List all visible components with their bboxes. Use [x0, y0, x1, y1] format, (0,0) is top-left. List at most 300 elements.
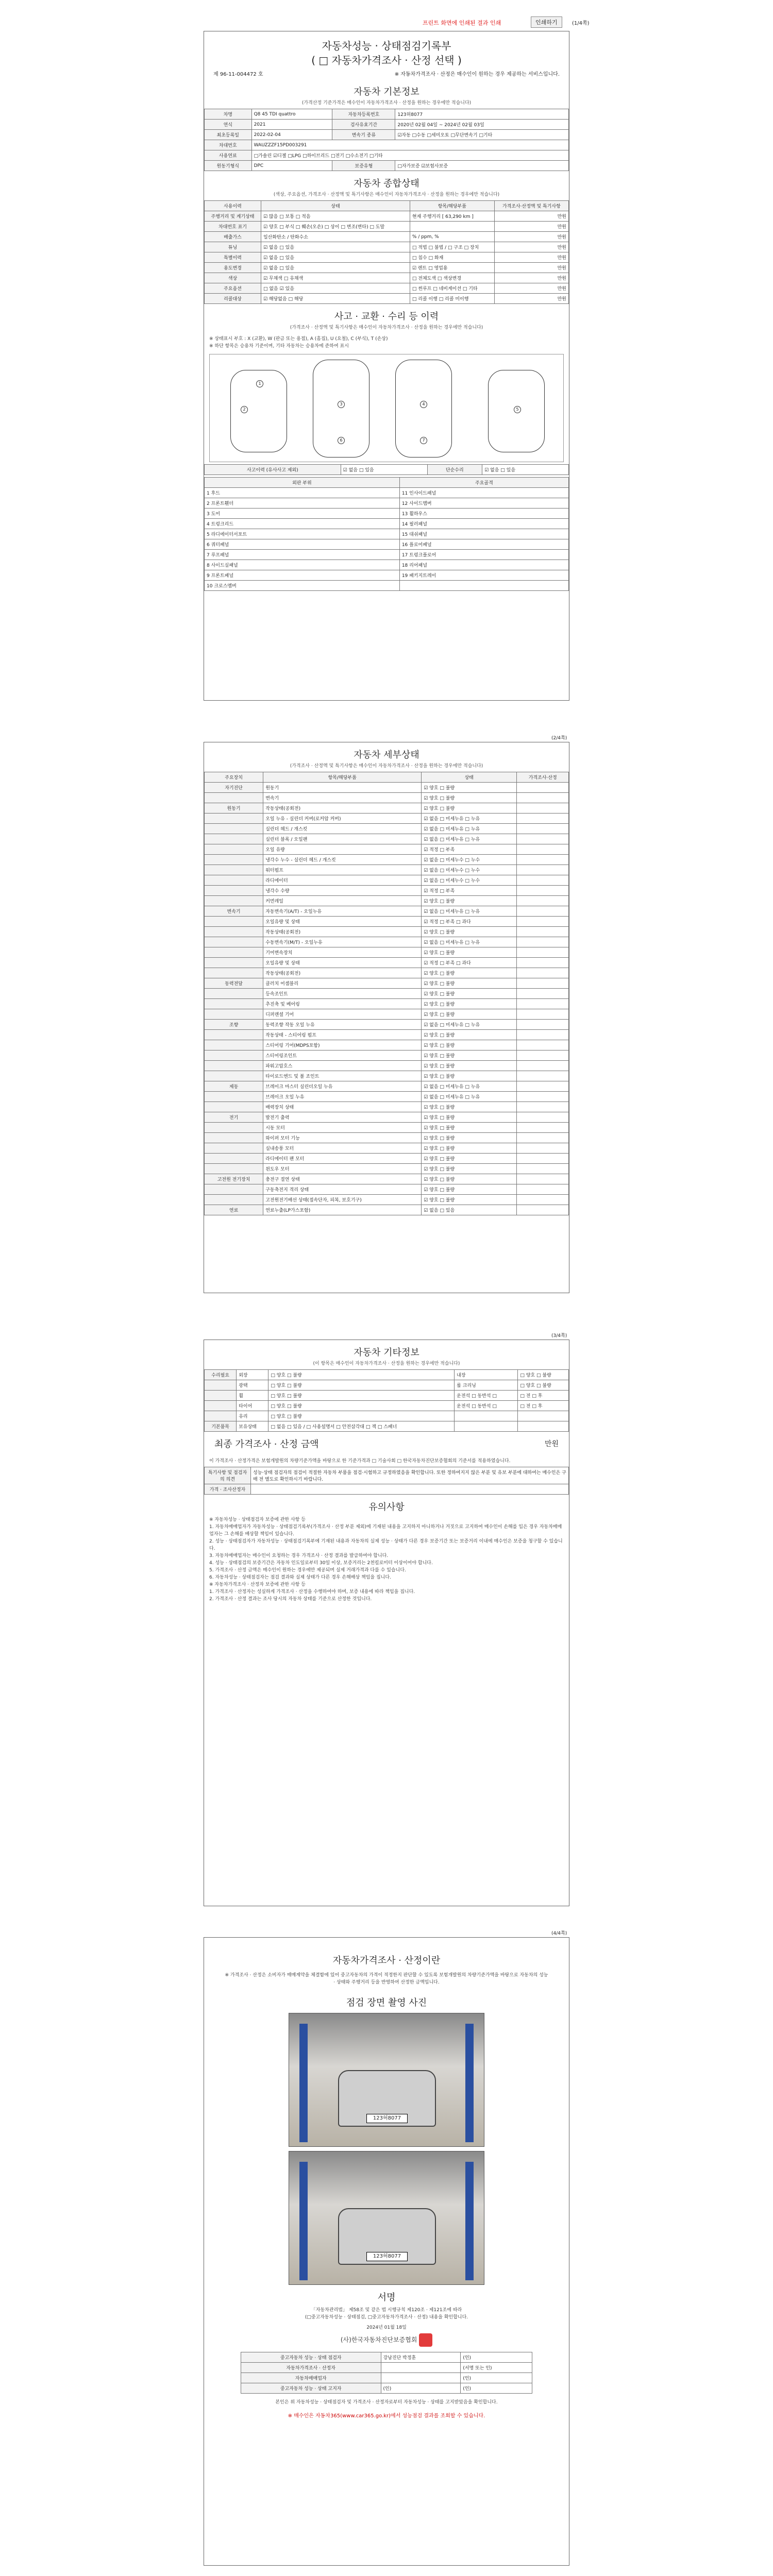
- state-row: [205, 273, 569, 283]
- sign-date: 2024년 01월 18일: [366, 2325, 407, 2330]
- state-cell: 일산화탄소 / 탄화수소: [261, 232, 410, 242]
- detail-price: [517, 865, 569, 875]
- frame-row: [205, 519, 569, 529]
- price-explain-title: 자동차가격조사 · 산정이란: [332, 1955, 441, 1966]
- detail-item: 실린더 블록 / 오일팬: [263, 834, 422, 844]
- detail-group: [205, 1184, 263, 1195]
- state-header: [205, 201, 569, 211]
- state-cell: 용도변경: [205, 263, 261, 273]
- other-cell: 운전석 □ 동반석 □: [455, 1401, 518, 1411]
- other-row: [205, 1421, 569, 1432]
- detail-price: [517, 886, 569, 896]
- detail-item: 원동기: [263, 783, 422, 793]
- detail-group: [205, 1164, 263, 1174]
- detail-row: [205, 1205, 569, 1215]
- frame-item: 16 플로어패널: [399, 539, 568, 550]
- detail-price: [517, 937, 569, 947]
- detail-group: 조향: [205, 1020, 263, 1030]
- detail-price: [517, 1020, 569, 1030]
- sign-cell: [381, 2373, 461, 2383]
- detail-state: ☑ 양호 □ 불량: [422, 989, 517, 999]
- basic-label: 자동차등록번호: [332, 109, 395, 120]
- other-row: [205, 1411, 569, 1421]
- detail-price: [517, 1102, 569, 1112]
- frame-row: [205, 539, 569, 550]
- doc-number: [213, 70, 263, 77]
- basic-value: ☑자동 □수동 □세미오토 □무단변속기 □기타: [395, 130, 569, 140]
- state-cell: ☑ 해당없음 □ 해당: [261, 294, 410, 304]
- detail-row: [205, 803, 569, 814]
- state-cell: 만원: [494, 294, 568, 304]
- frame-item: 5 라디에이터서포트: [205, 529, 400, 539]
- detail-item: 수동변속기(M/T) - 오일누유: [263, 937, 422, 947]
- notice-line: 3. 자동차매매업자는 매수인이 요청하는 경우 가격조사 · 산정 결과를 발급하여야 합니다.: [209, 1553, 389, 1558]
- opinion-label-2: 가격 · 조사산정자: [205, 1484, 251, 1495]
- detail-row: [205, 783, 569, 793]
- page-number: (1/4쪽): [572, 21, 590, 26]
- detail-item: 라디에이터: [263, 875, 422, 886]
- price-title: 최종 가격조사 · 산정 금액: [214, 1439, 319, 1450]
- detail-state: ☑ 없음 □ 미세누유 □ 누유: [422, 1081, 517, 1092]
- detail-row: [205, 906, 569, 917]
- part-marker: 1: [256, 380, 263, 387]
- state-row: [205, 222, 569, 232]
- state-cell: 만원: [494, 242, 568, 252]
- detail-group: [205, 917, 263, 927]
- basic-value: 123허8077: [395, 109, 569, 120]
- opinion-label: 특기사항 및 점검자의 의견: [205, 1467, 251, 1484]
- detail-state: ☑ 적정 □ 부족: [422, 886, 517, 896]
- detail-group: [205, 927, 263, 937]
- detail-group: [205, 1195, 263, 1205]
- detail-row: [205, 855, 569, 865]
- detail-row: [205, 947, 569, 958]
- plate-front: 123허8077: [366, 2114, 408, 2123]
- frame-row: [205, 550, 569, 560]
- accident-row: [205, 465, 569, 475]
- detail-price: [517, 783, 569, 793]
- notice-line: 5. 가격조사 · 산정 금액은 매수인이 원하는 경우에만 제공되며 실제 거래가격과 다를 수 있습니다.: [209, 1568, 406, 1573]
- sign-row: [241, 2363, 532, 2373]
- detail-state: ☑ 없음 □ 미세누유 □ 누유: [422, 906, 517, 917]
- detail-item: 라디에이터 팬 모터: [263, 1154, 422, 1164]
- detail-item: 등속조인트: [263, 989, 422, 999]
- accident-summary: [204, 464, 569, 475]
- detail-price: [517, 824, 569, 834]
- detail-group: 전기: [205, 1112, 263, 1123]
- other-cell: □ 양호 □ 불량: [268, 1391, 455, 1401]
- detail-state: ☑ 양호 □ 불량: [422, 1009, 517, 1020]
- detail-row: [205, 917, 569, 927]
- detail-group: [205, 1061, 263, 1071]
- detail-price: [517, 1009, 569, 1020]
- repair-value: ☑ 없음 □ 있음: [482, 465, 569, 475]
- part-marker: 3: [338, 401, 345, 408]
- basic-value: 2020년 02월 04일 ~ 2024년 02월 03일: [395, 120, 569, 130]
- state-cell: 주요옵션: [205, 283, 261, 294]
- detail-state: ☑ 양호 □ 불량: [422, 1040, 517, 1050]
- detail-price: [517, 1081, 569, 1092]
- notice-line: 4. 성능 · 상태점검의 보증기간은 자동차 인도일로부터 30일 이상, 보증거리는 2천킬로미터 이상이어야 합니다.: [209, 1561, 433, 1566]
- other-cell: 룸 크리닝: [455, 1380, 518, 1391]
- other-sub: (이 항목은 매수인이 자동차가격조사 · 산정을 원하는 경우에만 적습니다): [313, 1361, 460, 1366]
- detail-group: [205, 1143, 263, 1154]
- sign-text-1: 「자동차관리법」 제58조 및 같은 법 시행규칙 제120조 · 제121조에 따라: [311, 2308, 462, 2313]
- detail-group: 연료: [205, 1205, 263, 1215]
- detail-price: [517, 1040, 569, 1050]
- bottom-statement: 본인은 위 자동차성능 · 상태점검자 및 가격조사 · 산정자로부터 자동차성능 · 상태를 고지받았음을 확인합니다.: [275, 2400, 498, 2405]
- detail-row: [205, 937, 569, 947]
- detail-group: [205, 1050, 263, 1061]
- detail-state: ☑ 없음 □ 미세누유 □ 누유: [422, 937, 517, 947]
- detail-sub: (가격조사 · 산정액 및 특기사항은 매수인이 자동차가격조사 · 산정을 원하는 경우에만 적습니다): [290, 764, 483, 769]
- doc-title-sub: ( □ 자동차가격조사 · 산정 선택 ): [311, 54, 462, 66]
- frame-item: 17 트렁크플로어: [399, 550, 568, 560]
- inspection-photo-rear: [289, 2151, 484, 2285]
- detail-state: ☑ 적정 □ 부족: [422, 844, 517, 855]
- detail-state: ☑ 양호 □ 불량: [422, 1071, 517, 1081]
- detail-group: [205, 1154, 263, 1164]
- notice-line: 2. 가격조사 · 산정 결과는 조사 당시의 자동차 상태를 기준으로 산정한 것입니다.: [209, 1597, 372, 1602]
- other-cell: 유리: [237, 1411, 268, 1421]
- detail-group: [205, 968, 263, 978]
- detail-row: [205, 968, 569, 978]
- inspection-photo-front: [289, 2013, 484, 2147]
- other-cell: 내장: [455, 1370, 518, 1380]
- other-cell: 타이어: [237, 1401, 268, 1411]
- detail-group: 동력전달: [205, 978, 263, 989]
- state-row: [205, 232, 569, 242]
- frame-header: [205, 478, 569, 488]
- state-cell: ☑ 렌트 □ 영업용: [410, 263, 494, 273]
- page-2-label: (2/4쪽): [551, 736, 567, 741]
- detail-item: 발전기 출력: [263, 1112, 422, 1123]
- detail-group: [205, 844, 263, 855]
- basic-value: 2021: [251, 120, 332, 130]
- detail-group: [205, 793, 263, 803]
- other-table: [204, 1369, 569, 1432]
- detail-row: [205, 1020, 569, 1030]
- detail-item: 타이로드엔드 및 볼 조인트: [263, 1071, 422, 1081]
- detail-state: ☑ 양호 □ 불량: [422, 1050, 517, 1061]
- detail-state: ☑ 없음 □ 미세누유 □ 누유: [422, 1020, 517, 1030]
- frame-item: 11 인사이드패널: [399, 488, 568, 498]
- detail-item: 추진축 및 베어링: [263, 999, 422, 1009]
- detail-header-cell: 상태: [422, 772, 517, 783]
- other-cell: [205, 1401, 237, 1411]
- detail-price: [517, 1205, 569, 1215]
- frame-item: 8 사이드실패널: [205, 560, 400, 570]
- detail-row: [205, 844, 569, 855]
- detail-price: [517, 917, 569, 927]
- legend-line-2: ※ 하단 항목은 승용차 기준이며, 기타 자동차는 승용차에 준하여 표시: [209, 344, 349, 349]
- basic-value: 2022-02-04: [251, 130, 332, 140]
- other-cell: 수리필요: [205, 1370, 237, 1380]
- detail-price: [517, 1071, 569, 1081]
- accident-legend: [204, 333, 569, 352]
- state-cell: 배출가스: [205, 232, 261, 242]
- state-header-cell: 사용이력: [205, 201, 261, 211]
- accident-label: 사고이력 (유사사고 제외): [205, 465, 341, 475]
- other-row: [205, 1380, 569, 1391]
- state-cell: □ 없음 ☑ 있음: [261, 283, 410, 294]
- detail-price: [517, 1092, 569, 1102]
- basic-info-table: [204, 109, 569, 171]
- detail-state: ☑ 양호 □ 불량: [422, 1184, 517, 1195]
- detail-price: [517, 855, 569, 865]
- state-cell: □ 썬루프 □ 네비게이션 □ 기타: [410, 283, 494, 294]
- detail-row: [205, 1184, 569, 1195]
- detail-state: ☑ 없음 □ 미세누수 □ 누수: [422, 855, 517, 865]
- sign-row: [241, 2352, 532, 2363]
- state-cell: [410, 222, 494, 232]
- detail-group: [205, 1092, 263, 1102]
- state-cell: ☑ 없음 □ 있음: [261, 242, 410, 252]
- frame-item: 19 패키지트레이: [399, 570, 568, 581]
- detail-item: 기어변속장치: [263, 947, 422, 958]
- state-cell: ☑ 없음 □ 있음: [261, 263, 410, 273]
- part-marker: 4: [420, 401, 427, 408]
- detail-item: 작동상태(공회전): [263, 803, 422, 814]
- detail-state: ☑ 양호 □ 불량: [422, 783, 517, 793]
- detail-price: [517, 958, 569, 968]
- page-4-label: (4/4쪽): [551, 1931, 567, 1936]
- opinion-table: [204, 1467, 569, 1495]
- frame-row: [205, 529, 569, 539]
- frame-item: 2 프론트휀더: [205, 498, 400, 509]
- photo-title: 점검 장면 촬영 사진: [346, 1997, 427, 2008]
- other-cell: 운전석 □ 동반석 □: [455, 1391, 518, 1401]
- other-cell: 휠: [237, 1391, 268, 1401]
- print-button[interactable]: 인쇄하기: [531, 16, 562, 28]
- detail-item: 오일 유량: [263, 844, 422, 855]
- doc-number-label: 제: [213, 72, 219, 77]
- other-cell: [205, 1411, 237, 1421]
- detail-item: 작동상태 - 스티어링 펌프: [263, 1030, 422, 1040]
- frame-item: 7 루프패널: [205, 550, 400, 560]
- detail-group: [205, 886, 263, 896]
- detail-item: 실린더 헤드 / 개스킷: [263, 824, 422, 834]
- frame-header-cell: 주요골격: [399, 478, 568, 488]
- detail-price: [517, 896, 569, 906]
- detail-group: [205, 958, 263, 968]
- detail-state: ☑ 양호 □ 불량: [422, 968, 517, 978]
- state-cell: 만원: [494, 222, 568, 232]
- detail-state: ☑ 양호 □ 불량: [422, 1102, 517, 1112]
- other-cell: [205, 1391, 237, 1401]
- sign-cell: 중고자동차 성능 · 상태 점검자: [241, 2352, 381, 2363]
- detail-price: [517, 1112, 569, 1123]
- detail-group: [205, 865, 263, 875]
- other-cell: □ 없음 □ 있음 / □ 사용설명서 □ 안전삼각대 □ 잭 □ 스패너: [268, 1421, 455, 1432]
- state-cell: □ 전체도색 □ 색상변경: [410, 273, 494, 283]
- detail-row: [205, 1102, 569, 1112]
- legend-line-1: ※ 상태표시 부호 : X (교환), W (판금 또는 용접), A (흠집), U (요철), C (부식), T (손상): [209, 336, 388, 342]
- state-cell: □ 적법 □ 불법 / □ 구조 □ 장치: [410, 242, 494, 252]
- detail-row: [205, 1092, 569, 1102]
- detail-item: 시동 모터: [263, 1123, 422, 1133]
- detail-price: [517, 875, 569, 886]
- basic-value: Q8 45 TDI quattro: [251, 109, 332, 120]
- state-cell: ☑ 없음 □ 있음: [261, 252, 410, 263]
- doc-title-main: 자동차성능 · 상태점검기록부: [322, 40, 451, 52]
- basic-label: 연식: [205, 120, 252, 130]
- detail-group: [205, 999, 263, 1009]
- state-cell: 만원: [494, 263, 568, 273]
- accident-value: ☑ 없음 □ 있음: [341, 465, 427, 475]
- basic-label: 변속기 종류: [332, 130, 395, 140]
- sign-cell: 자동차매매업자: [241, 2373, 381, 2383]
- detail-row: [205, 875, 569, 886]
- detail-price: [517, 1154, 569, 1164]
- detail-state: ☑ 양호 □ 불량: [422, 1123, 517, 1133]
- detail-item: 고전원전기배선 상태(접속단자, 피복, 보호기구): [263, 1195, 422, 1205]
- other-cell: □ 양호 □ 불량: [268, 1380, 455, 1391]
- opinion-text: 성능·상태 점검자의 점검이 적절한 자동차 부품을 점검·시험하고 규정하였음을 확인합니다. 또한 정하여지지 않은 부분 및 유보 부분에 대하여는 매수인은 구매 전 별도로 확인하시기 바랍니다.: [251, 1467, 569, 1484]
- detail-row: [205, 958, 569, 968]
- frame-item: 9 프론트패널: [205, 570, 400, 581]
- detail-item: 냉각수 수량: [263, 886, 422, 896]
- detail-row: [205, 1050, 569, 1061]
- notice-title: 유의사항: [368, 1502, 405, 1513]
- detail-row: [205, 886, 569, 896]
- sign-cell: [381, 2363, 461, 2373]
- detail-group: 제동: [205, 1081, 263, 1092]
- detail-group: [205, 875, 263, 886]
- state-cell: □ 리콜 이행 □ 리콜 미이행: [410, 294, 494, 304]
- notice-body: [204, 1514, 569, 1605]
- detail-item: 배력장치 상태: [263, 1102, 422, 1112]
- detail-row: [205, 978, 569, 989]
- detail-header-cell: 주요장치: [205, 772, 263, 783]
- detail-item: 자동변속기(A/T) - 오일누유: [263, 906, 422, 917]
- state-cell: □ 침수 □ 화재: [410, 252, 494, 263]
- detail-item: 와이퍼 모터 기능: [263, 1133, 422, 1143]
- detail-price: [517, 1143, 569, 1154]
- sign-row: [241, 2383, 532, 2394]
- detail-row: [205, 814, 569, 824]
- other-cell: □ 전 □ 후: [518, 1391, 569, 1401]
- detail-price: [517, 793, 569, 803]
- other-cell: □ 양호 □ 불량: [268, 1370, 455, 1380]
- frame-row: [205, 488, 569, 498]
- other-cell: [518, 1411, 569, 1421]
- detail-row: [205, 1143, 569, 1154]
- detail-price: [517, 1174, 569, 1184]
- doc-number-note: ※ 자동차가격조사 · 산정은 매수인이 원하는 경우 제공하는 서비스입니다.: [394, 72, 560, 77]
- frame-item: 3 도어: [205, 509, 400, 519]
- detail-item: 디퍼렌셜 기어: [263, 1009, 422, 1020]
- repair-label: 단순수리: [427, 465, 482, 475]
- detail-group: [205, 814, 263, 824]
- detail-state: ☑ 양호 □ 불량: [422, 1133, 517, 1143]
- detail-item: 충전구 절연 상태: [263, 1174, 422, 1184]
- detail-state: ☑ 양호 □ 불량: [422, 1164, 517, 1174]
- sign-cell: 강남진단 박정훈: [381, 2352, 461, 2363]
- sign-title: 서명: [377, 2292, 396, 2303]
- detail-state: ☑ 없음 □ 있음: [422, 1205, 517, 1215]
- detail-state: ☑ 양호 □ 불량: [422, 999, 517, 1009]
- detail-group: [205, 1133, 263, 1143]
- sign-org: (사)한국자동차진단보증협회: [340, 2336, 417, 2344]
- detail-price: [517, 1195, 569, 1205]
- detail-table: [204, 772, 569, 1215]
- sign-text: [204, 2304, 569, 2349]
- detail-row: [205, 1009, 569, 1020]
- detail-group: [205, 896, 263, 906]
- state-cell: 만원: [494, 211, 568, 222]
- notice-line: 2. 성능 · 상태점검자가 자동차성능 · 상태점검기록부에 기재된 내용과 자동차의 실제 성능 · 상태가 다른 경우 보증기간 또는 보증거리 이내에 매수인은 보증을 청구할 수 있습니다.: [209, 1539, 563, 1551]
- detail-price: [517, 834, 569, 844]
- detail-group: [205, 1040, 263, 1050]
- state-table: [204, 200, 569, 304]
- detail-row: [205, 834, 569, 844]
- detail-price: [517, 1030, 569, 1040]
- basic-row: [205, 120, 569, 130]
- price-explain-text: ※ 가격조사 · 산정은 소비자가 매매계약을 체결함에 있어 중고자동차의 가격이 적정한지 판단할 수 있도록 보험개발원의 차량기준가액을 바탕으로 자동차의 성능 · 상태와 주행거리 등을 반영하여 산정한 금액입니다.: [225, 1973, 548, 1985]
- detail-item: 워터펌프: [263, 865, 422, 875]
- accident-sub: (가격조사 · 산정액 및 특기사항은 매수인이 자동차가격조사 · 산정을 원하는 경우에만 적습니다): [290, 325, 483, 330]
- state-cell: 만원: [494, 232, 568, 242]
- detail-row: [205, 1123, 569, 1133]
- detail-price: [517, 1123, 569, 1133]
- basic-row: [205, 150, 569, 161]
- other-cell: □ 양호 □ 불량: [518, 1370, 569, 1380]
- opinion-empty: [251, 1484, 569, 1495]
- frame-row: [205, 509, 569, 519]
- frame-table: [204, 477, 569, 591]
- detail-row: [205, 793, 569, 803]
- part-marker: 7: [420, 437, 427, 444]
- detail-row: [205, 824, 569, 834]
- basic-label: 사용연료: [205, 150, 252, 161]
- state-row: [205, 263, 569, 273]
- page-2: [204, 742, 569, 1293]
- other-cell: 보유상태: [237, 1421, 268, 1432]
- page-3-label: (3/4쪽): [551, 1333, 567, 1338]
- notice-line: 6. 자동차성능 · 상태점검자는 점검 결과와 실제 상태가 다른 경우 손해배상 책임을 집니다.: [209, 1575, 391, 1580]
- detail-item: 변속기: [263, 793, 422, 803]
- state-cell: 현재 주행거리 [ 63,290 km ]: [410, 211, 494, 222]
- frame-row: [205, 570, 569, 581]
- detail-row: [205, 1112, 569, 1123]
- basic-label: 차명: [205, 109, 252, 120]
- detail-state: ☑ 양호 □ 불량: [422, 793, 517, 803]
- basic-label: 보증유형: [332, 161, 395, 171]
- other-title: 자동차 기타정보: [354, 1347, 419, 1358]
- frame-item: 6 쿼터패널: [205, 539, 400, 550]
- detail-state: ☑ 양호 □ 불량: [422, 1112, 517, 1123]
- detail-price: [517, 803, 569, 814]
- frame-item: 1 후드: [205, 488, 400, 498]
- lift-post: [299, 2024, 308, 2142]
- accident-title: 사고 · 교환 · 수리 등 이력: [334, 311, 439, 322]
- state-sub: (색상, 주요옵션, 가격조사 · 산정액 및 특기사항은 매수인이 자동차가격조사 · 산정을 원하는 경우에만 적습니다): [273, 192, 500, 197]
- doc-number-row: [204, 67, 569, 79]
- detail-state: ☑ 적정 □ 부족 □ 과다: [422, 917, 517, 927]
- detail-state: ☑ 양호 □ 불량: [422, 896, 517, 906]
- basic-row: [205, 161, 569, 171]
- sign-table: [241, 2352, 532, 2394]
- detail-row: [205, 1164, 569, 1174]
- state-cell: 주행거리 및 계기상태: [205, 211, 261, 222]
- frame-row: [205, 498, 569, 509]
- detail-price: [517, 999, 569, 1009]
- detail-state: ☑ 양호 □ 불량: [422, 1154, 517, 1164]
- detail-price: [517, 947, 569, 958]
- other-cell: □ 양호 □ 불량: [268, 1411, 455, 1421]
- detail-item: 스티어링 기어(MDPS포함): [263, 1040, 422, 1050]
